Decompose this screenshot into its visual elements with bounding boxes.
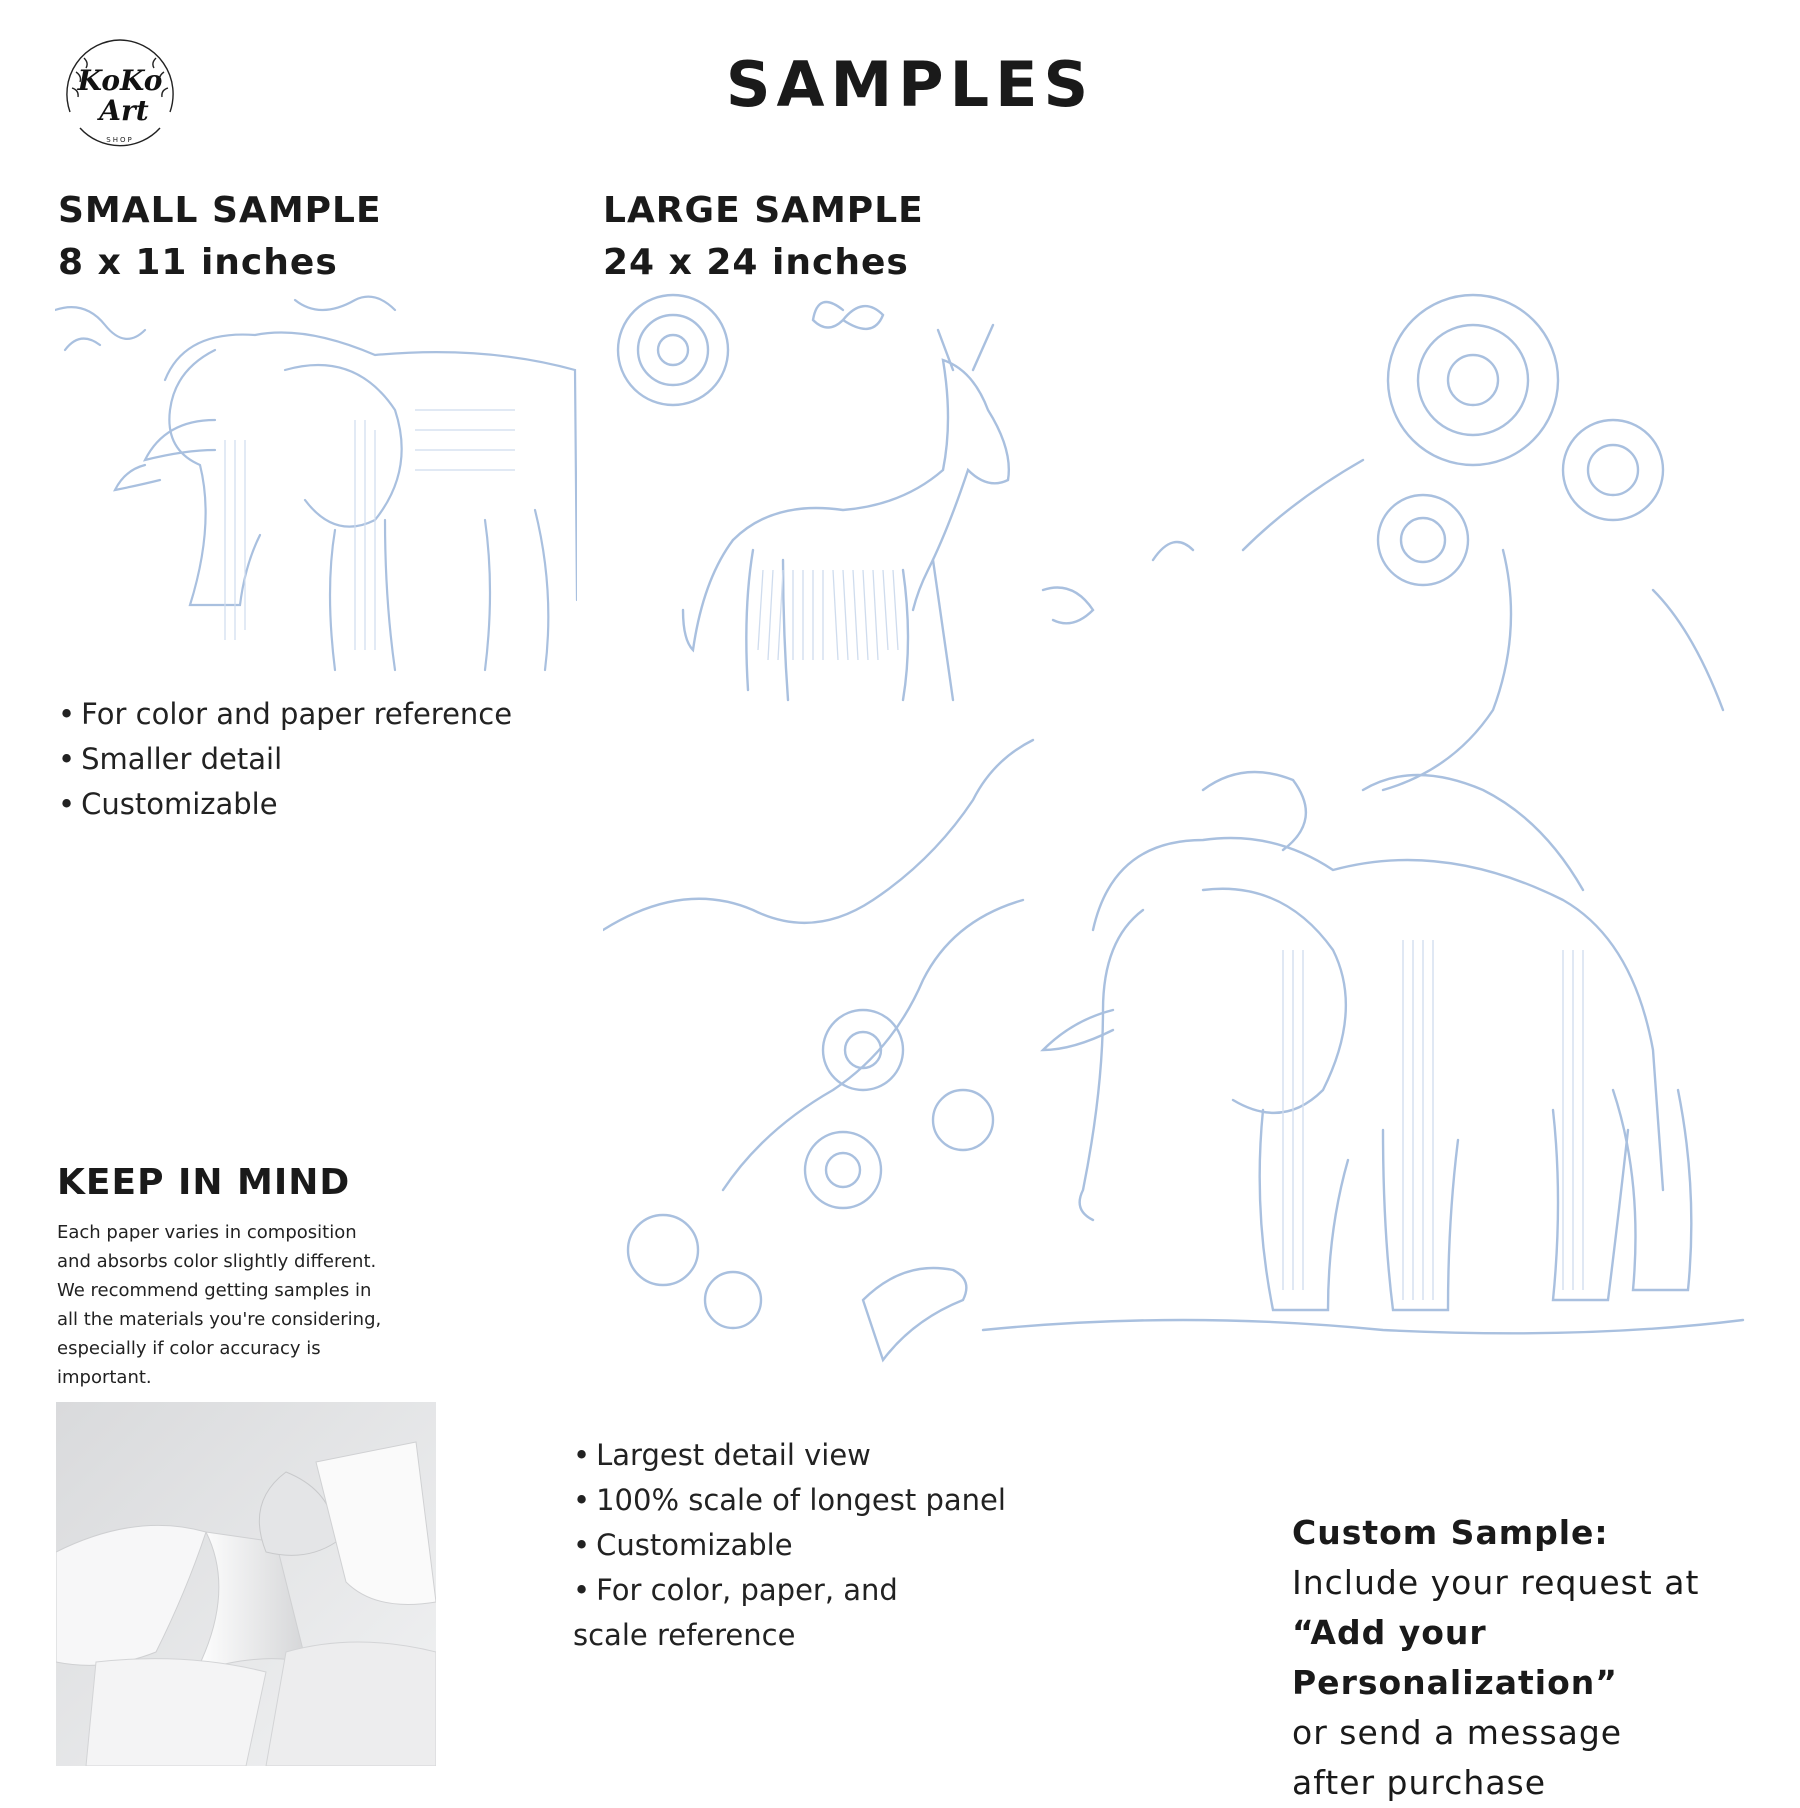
custom-sample-line: Include your request at [1292, 1563, 1700, 1602]
small-sample-size: 8 x 11 inches [58, 242, 338, 283]
keep-in-mind-body [57, 1218, 417, 1392]
large-sample-heading [603, 185, 924, 289]
custom-sample-line: or send a message [1292, 1713, 1623, 1752]
page-title: SAMPLES [725, 48, 1095, 121]
large-sample-size: 24 x 24 inches [603, 242, 909, 283]
small-sample-image [55, 290, 577, 672]
keep-line: especially if color accuracy is [57, 1338, 321, 1359]
small-bullet: • Customizable [58, 782, 512, 827]
logo-sub-text: SHOP [106, 136, 134, 144]
large-sample-image [603, 290, 1745, 1430]
large-bullet: • 100% scale of longest panel [573, 1478, 1006, 1523]
large-bullet: • Customizable [573, 1523, 1006, 1568]
custom-sample [1292, 1508, 1792, 1808]
custom-sample-line: after purchase [1292, 1763, 1547, 1802]
large-sample-bullets [573, 1433, 1006, 1658]
small-sample-bullets [58, 692, 512, 827]
keep-line: important. [57, 1367, 152, 1388]
keep-line: and absorbs color slightly different. [57, 1251, 377, 1272]
large-bullet: • For color, paper, and [573, 1568, 1006, 1613]
small-sample-title: SMALL SAMPLE [58, 190, 382, 231]
paper-samples-photo [56, 1402, 436, 1766]
small-sample-heading [58, 185, 382, 289]
custom-sample-title: Custom Sample: [1292, 1513, 1609, 1552]
large-bullet-continuation: scale reference [573, 1618, 796, 1652]
logo-bottom-text: Art [99, 94, 149, 127]
keep-line: all the materials you're considering, [57, 1309, 382, 1330]
keep-line: Each paper varies in composition [57, 1222, 357, 1243]
keep-in-mind-title: KEEP IN MIND [57, 1162, 351, 1203]
small-bullet: • Smaller detail [58, 737, 512, 782]
large-bullet: • Largest detail view [573, 1433, 1006, 1478]
small-bullet: • For color and paper reference [58, 692, 512, 737]
large-sample-title: LARGE SAMPLE [603, 190, 924, 231]
logo-top-text: KoKo [77, 64, 163, 97]
personalization-emphasis: “Add your Personalization” [1292, 1613, 1618, 1702]
keep-line: We recommend getting samples in [57, 1280, 372, 1301]
